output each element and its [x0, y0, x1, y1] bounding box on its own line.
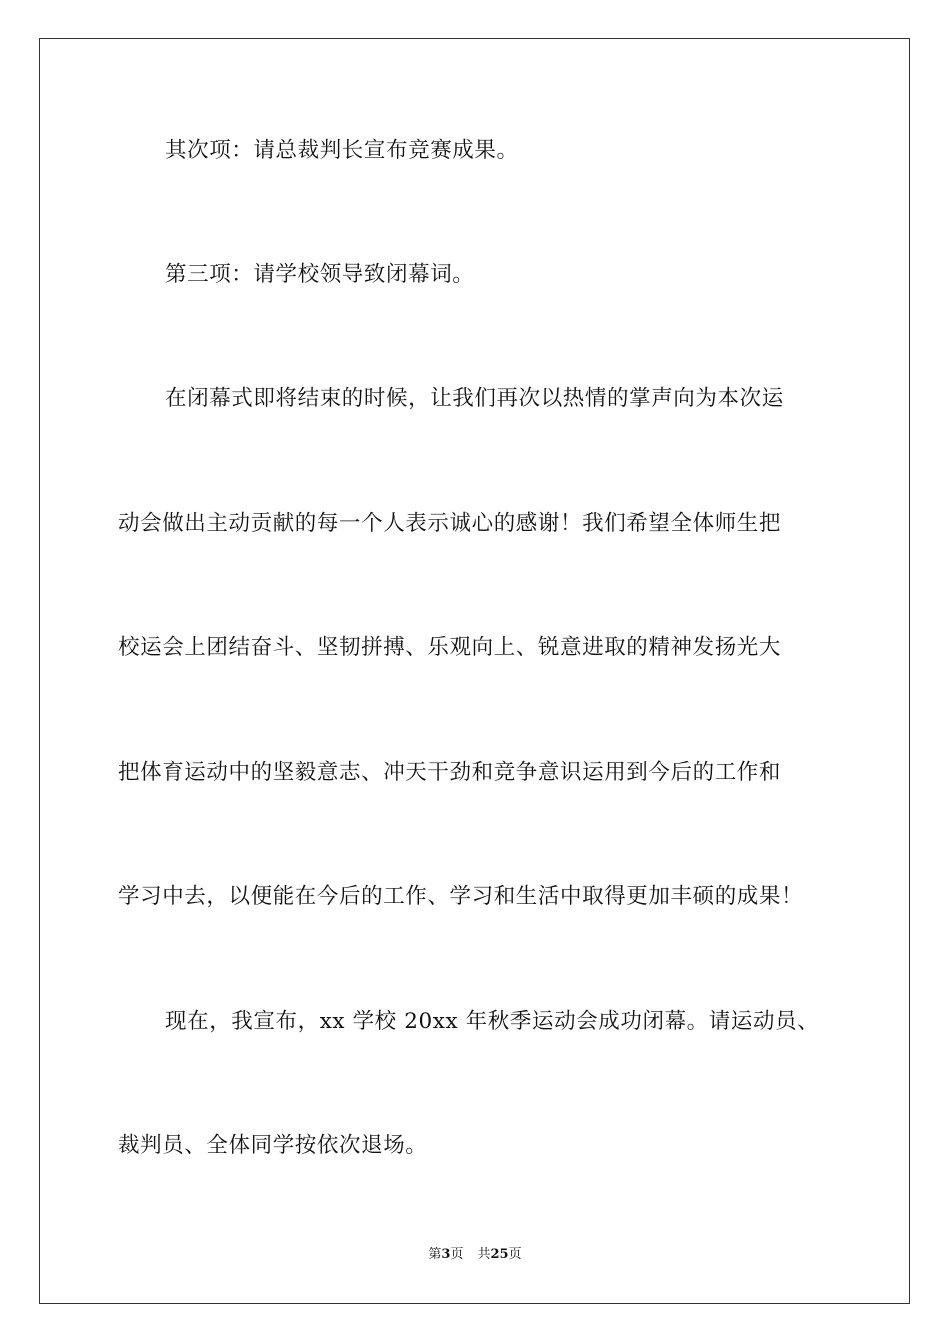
- footer-total-prefix: 共: [477, 1247, 491, 1262]
- footer-total-suffix: 页: [508, 1247, 522, 1262]
- paragraph-line-3: 在闭幕式即将结束的时候，让我们再次以热情的掌声向为本次运: [165, 386, 784, 411]
- footer-page-suffix: 页: [450, 1247, 464, 1262]
- footer-page-prefix: 第: [428, 1247, 442, 1262]
- paragraph-line-6: 把体育运动中的坚毅意志、冲天干劲和竞争意识运用到今后的工作和: [118, 760, 782, 785]
- paragraph-line-1: 其次项：请总裁判长宣布竞赛成果。: [165, 138, 519, 163]
- paragraph-line-7: 学习中去，以便能在今后的工作、学习和生活中取得更加丰硕的成果！: [118, 884, 804, 909]
- paragraph-line-9: 裁判员、全体同学按依次退场。: [118, 1133, 428, 1158]
- paragraph-line-5: 校运会上团结奋斗、坚韧拼搏、乐观向上、锐意进取的精神发扬光大: [118, 635, 782, 660]
- paragraph-line-4: 动会做出主动贡献的每一个人表示诚心的感谢！我们希望全体师生把: [118, 511, 782, 536]
- paragraph-line-8: 现在，我宣布，xx 学校 20xx 年秋季运动会成功闭幕。请运动员、: [165, 1009, 820, 1034]
- page-footer: [0, 1246, 950, 1264]
- page-border: [39, 38, 910, 1304]
- footer-page-number: 3: [441, 1247, 451, 1262]
- footer-total-pages: 25: [490, 1247, 509, 1262]
- paragraph-line-2: 第三项：请学校领导致闭幕词。: [165, 262, 475, 287]
